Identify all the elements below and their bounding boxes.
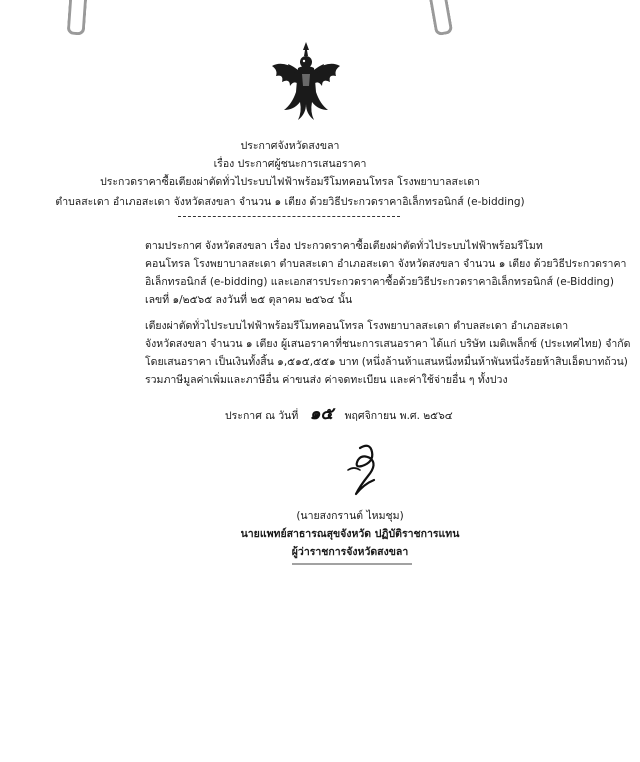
announcement-date	[225, 406, 453, 424]
paragraph-2-line-4: รวมภาษีมูลค่าเพิ่มและภาษีอื่น ค่าขนส่ง ค่าจดทะเบียน และค่าใช้จ่ายอื่น ๆ ทั้งปวง	[145, 374, 508, 386]
paper-clip-icon	[429, 0, 454, 36]
handwritten-day: ๑๕	[309, 404, 334, 424]
signature-icon	[330, 440, 400, 502]
paragraph-2-line-1: เตียงผ่าตัดทั่วไประบบไฟฟ้าพร้อมรีโมทคอนโทรล โรงพยาบาลสะเดา ตำบลสะเดา อำเภอสะเดา	[145, 320, 569, 332]
paragraph-1-line-1: ตามประกาศ จังหวัดสงขลา เรื่อง ประกวดราคาซื้อเตียงผ่าตัดทั่วไประบบไฟฟ้าพร้อมรีโมท	[145, 240, 543, 252]
document-subject: เรื่อง ประกาศผู้ชนะการเสนอราคา	[213, 158, 367, 170]
date-month-year: พฤศจิกายน พ.ศ. ๒๕๖๔	[344, 410, 453, 422]
document-title-line2: ตำบลสะเดา อำเภอสะเดา จังหวัดสงขลา จำนวน ๑ เตียง ด้วยวิธีประกวดราคาอิเล็กทรอนิกส์ (e-bidding)	[55, 196, 525, 208]
paragraph-2-line-3: โดยเสนอราคา เป็นเงินทั้งสิ้น ๑,๕๑๕,๕๕๑ บาท (หนึ่งล้านห้าแสนหนึ่งหมื่นห้าพันหนึ่งร้อยห้าสิบเอ็ดบาทถ้วน)	[145, 356, 628, 368]
date-prefix: ประกาศ ณ วันที่	[225, 410, 299, 422]
signer-name: (นายสงกรานต์ ไหมชุม)	[296, 510, 404, 522]
garuda-emblem-icon	[268, 40, 344, 122]
paragraph-1-line-4: เลขที่ ๑/๒๕๖๕ ลงวันที่ ๒๕ ตุลาคม ๒๕๖๔ นั้น	[145, 294, 353, 306]
document-title-line1: ประกวดราคาซื้อเตียงผ่าตัดทั่วไประบบไฟฟ้าพร้อมรีโมทคอนโทรล โรงพยาบาลสะเดา	[100, 176, 480, 188]
paragraph-1-line-2: คอนโทรล โรงพยาบาลสะเดา ตำบลสะเดา อำเภอสะเดา จังหวัดสงขลา จำนวน ๑ เตียง ด้วยวิธีประกวดราคา	[145, 258, 627, 270]
signer-title-2: ผู้ว่าราชการจังหวัดสงขลา	[291, 546, 409, 558]
document-issuer: ประกาศจังหวัดสงขลา	[240, 140, 340, 152]
paper-clip-icon	[67, 0, 88, 36]
signer-title-1: นายแพทย์สาธารณสุขจังหวัด ปฏิบัติราชการแทน	[240, 528, 460, 540]
paragraph-2-line-2: จังหวัดสงขลา จำนวน ๑ เตียง ผู้เสนอราคาที่ชนะการเสนอราคา ได้แก่ บริษัท เมดิเพล็กซ์ (ประเทศไทย) จำกัด	[145, 338, 631, 350]
paragraph-1-line-3: อิเล็กทรอนิกส์ (e-bidding) และเอกสารประกวดราคาซื้อด้วยวิธีประกวดราคาอิเล็กทรอนิกส์ (e-Bidding)	[145, 276, 614, 288]
separator-line	[178, 216, 400, 217]
cut-off-text-line	[292, 563, 412, 570]
